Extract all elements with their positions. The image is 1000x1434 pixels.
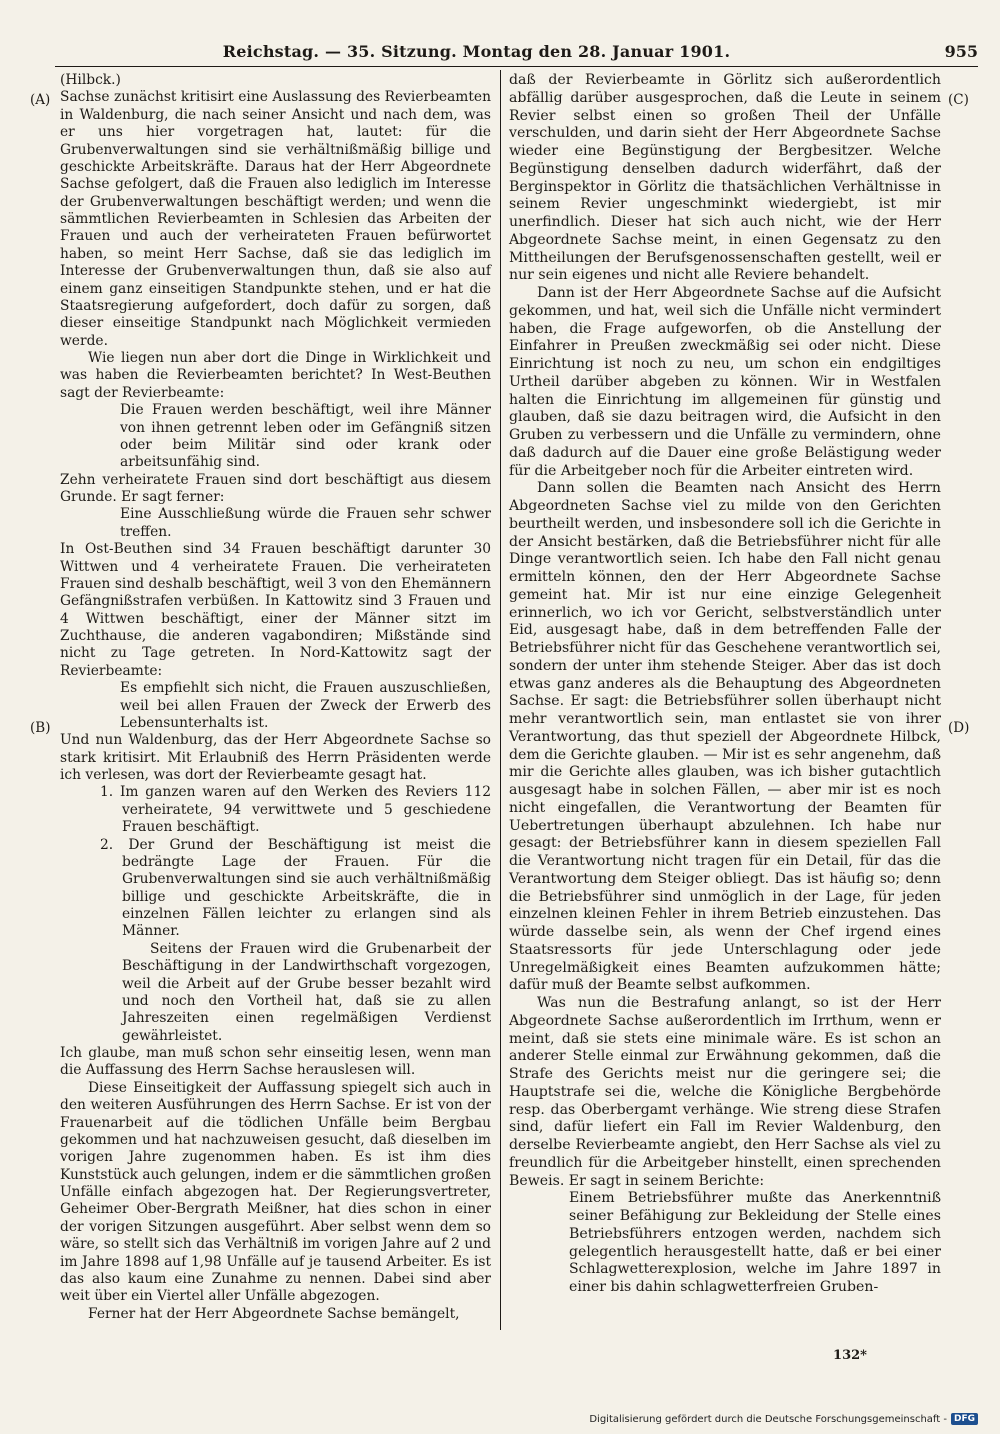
footer-text: Digitalisierung gefördert durch die Deutsche Forschungsgemeinschaft - xyxy=(589,1413,947,1425)
paragraph: Zehn verheiratete Frauen sind dort beschäftigt aus diesem Grunde. Er sagt ferner: xyxy=(60,471,491,505)
list-item-continuation: Seitens der Frauen wird die Grubenarbeit der Beschäftigung in der Landwirthschaft vorgezogen, weil die Arbeit auf der Grube besser bezahlt wird und noch den Vortheil hat, daß sie zu allen Jahreszeiten einen regelmäßigen Verdienst gewährleistet. xyxy=(122,940,491,1044)
quotation: Eine Ausschließung würde die Frauen sehr schwer treffen. xyxy=(120,506,491,540)
left-column xyxy=(60,72,491,1323)
paragraph: Dann ist der Herr Abgeordnete Sachse auf die Aufsicht gekommen, und hat, weil sich die Unfälle nicht vermindert haben, die Frage aufgeworfen, ob die Anstellung der Einfahrer in Preußen zweckmäßig sei oder nicht. Diese Einrichtung ist noch zu neu, um schon ein endgiltiges Urtheil darüber abgeben zu können. Wir in Westfalen halten die Einrichtung im allgemeinen für günstig und glauben, daß sie dazu beitragen wird, die Aufsicht in den Gruben zu verbessern und die Unfälle zu vermindern, ohne daß dadurch auf die Dauer eine große Belästigung weder für die Arbeitgeber noch für die Arbeiter eintreten wird. xyxy=(509,285,941,479)
paragraph: Und nun Waldenburg, das der Herr Abgeordnete Sachse so stark kritisirt. Mit Erlaubniß des Herrn Präsidenten werde ich verlesen, was dort der Revierbeamte gesagt hat. xyxy=(60,732,491,783)
right-column xyxy=(509,72,941,1297)
page-header xyxy=(55,42,978,67)
column-divider xyxy=(500,70,501,1330)
margin-marker-d: (D) xyxy=(948,720,970,736)
paragraph: In Ost-Beuthen sind 34 Frauen beschäftigt darunter 30 Wittwen und 4 verheiratete Frauen. Die verheirateten Frauen sind deshalb beschäftigt, weil 3 von den Ehemännern Gefängnißstrafen verbüßen. In Kattowitz sind 3 Frauen und 4 Wittwen beschäftigt, einer der Männer sitzt im Zuchthause, die anderen vagabondiren; Mißstände sind nicht zu Tage getreten. In Nord-Kattowitz sagt der Revierbeamte: xyxy=(60,541,491,679)
paragraph: Diese Einseitigkeit der Auffassung spiegelt sich auch in den weiteren Ausführungen des Herrn Sachse. Er ist von der Frauenarbeit auf die tödlichen Unfälle beim Bergbau gekommen und hat nachzuweisen gesucht, daß dieselben im vorigen Jahre zugenommen haben. Es ist ihm dies Kunststück auch gelungen, indem er die sämmtlichen großen Unfälle einfach abgezogen hat. Der Regierungsvertreter, Geheimer Ober-Bergrath Meißner, hat dies schon in einer der vorigen Sitzungen ausgeführt. Aber selbst wenn dem so wäre, so stellt sich das Verhältniß im vorigen Jahre auf 2 und im Jahre 1898 auf 1,98 Unfälle auf je tausend Arbeiter. Es ist das also kaum eine Zunahme zu nennen. Dabei sind aber weit über ein Viertel aller Unfälle abgezogen. xyxy=(60,1079,491,1305)
paragraph: daß der Revierbeamte in Görlitz sich außerordentlich abfällig darüber ausgesprochen, daß die Leute in seinem Revier selbst einen so großen Theil der Unfälle verschulden, und darin sieht der Herr Abgeordnete Sachse wieder eine Begünstigung der Bergbesitzer. Welche Begünstigung denselben dadurch widerfährt, daß der Berginspektor in Görlitz die thatsächlichen Verhältnisse in seinem Revier ungeschminkt wiedergiebt, ist mir unerfindlich. Dieser hat sich auch nicht, wie der Herr Abgeordnete Sachse meint, in einen Gegensatz zu den Mittheilungen der Berufsgenossenschaften gestellt, weil er nur sein eigenes und nicht alle Reviere behandelt. xyxy=(509,72,941,284)
signature-mark: 132* xyxy=(833,1348,867,1363)
page-number: 955 xyxy=(944,42,978,61)
paragraph: Dann sollen die Beamten nach Ansicht des Herrn Abgeordneten Sachse viel zu milde von den Gerichten beurtheilt werden, und insbesondere soll ich die Gerichte in der Ansicht bestärken, daß die Betriebsführer nicht für alle Dinge verantwortlich seien. Ich habe den Fall nicht genau ermitteln können, den der Herr Abgeordnete Sachse gemeint hat. Mir ist nur eine einzige Gelegenheit erinnerlich, wo ich vor Gericht, selbstverständlich unter Eid, ausgesagt habe, daß in dem betreffenden Falle der Betriebsführer nicht für das Geschehene verantwortlich sei, sondern der unter ihm stehende Steiger. Aber das ist doch etwas ganz anderes als die Behauptung des Abgeordneten Sachse. Er sagt: die Betriebsführer sollen überhaupt nicht mehr verantwortlich sein, man entlastet sie von ihrer Verantwortung, das thut speziell der Abgeordnete Hilbck, dem die Gerichte glauben. — Mir ist es sehr angenehm, daß mir die Gerichte alles glauben, was ich bisher gutachtlich ausgesagt habe in solchen Fällen, — aber mir ist es noch nicht eingefallen, die Verantwortung der Beamten für Uebertretungen überhaupt abzulehnen. Ich habe nur gesagt: der Betriebsführer kann in diesem speziellen Fall die Verantwortung nicht tragen für ein Detail, für das die Verantwortung dem Steiger obliegt. Das ist häufig so; denn die Betriebsführer sind unmöglich in der Lage, für jeden einzelnen kleinen Fehler in ihrem Betrieb einzustehen. Das würde dasselbe sein, als wenn der Chef irgend eines Staatsressorts für jede Unterschlagung oder jede Unregelmäßigkeit eines Beamten aufzukommen hätte; dafür muß der Beamte selbst aufkommen. xyxy=(509,480,941,994)
paragraph: Ferner hat der Herr Abgeordnete Sachse bemängelt, xyxy=(88,1305,460,1322)
paragraph: Was nun die Bestrafung anlangt, so ist der Herr Abgeordnete Sachse außerordentlich im Irrthum, wenn er meint, daß sie stets eine minimale wäre. Es ist schon an anderer Stelle einmal zur Erwähnung gekommen, daß die Strafe des Gerichts meist nur die geringere sei; die Hauptstrafe sei die, welche die Königliche Bergbehörde resp. das Oberbergamt verhänge. Wie streng diese Strafen sind, dafür liefert ein Fall im Revier Waldenburg, den derselbe Revierbeamte angiebt, den Herr Sachse als viel zu freundlich für die Arbeitgeber hinstellt, einen sprechenden Beweis. Er sagt in seinem Berichte: xyxy=(509,995,941,1189)
paragraph: Wie liegen nun aber dort die Dinge in Wirklichkeit und was haben die Revierbeamten berichtet? In West-Beuthen sagt der Revierbeamte: xyxy=(60,350,491,401)
quotation: Einem Betriebsführer mußte das Anerkenntniß seiner Befähigung zur Bekleidung der Stelle eines Betriebsführers entzogen werden, nachdem sich gelegentlich herausgestellt hatte, daß er bei einer Schlagwetterexplosion, welche im Jahre 1897 in einer bis dahin schlagwetterfreien Gruben- xyxy=(569,1190,941,1295)
margin-marker-b: (B) xyxy=(30,720,51,736)
list-item: 1. Im ganzen waren auf den Werken des Reviers 112 verheiratete, 94 verwittwete und 5 geschiedene Frauen beschäftigt. xyxy=(100,784,491,836)
margin-marker-a: (A) xyxy=(30,92,51,108)
paragraph: Ich glaube, man muß schon sehr einseitig lesen, wenn man die Auffassung des Herrn Sachse herauslesen will. xyxy=(60,1045,491,1079)
list-item: 2. Der Grund der Beschäftigung ist meist die bedrängte Lage der Frauen. Für die Grubenverwaltungen sind sie auch verhältnißmäßig billige und geschickte Arbeitskräfte, die in einzelnen Fällen leichter zu erlangen sind als Männer. xyxy=(100,836,491,940)
speaker-name: (Hilbck.) xyxy=(60,72,121,88)
page-title: Reichstag. — 35. Sitzung. Montag den 28. Januar 1901. xyxy=(222,42,731,61)
quotation: Es empfiehlt sich nicht, die Frauen auszuschließen, weil bei allen Frauen der Zweck der Erwerb des Lebensunterhalts ist. xyxy=(120,680,491,731)
footer xyxy=(589,1413,978,1425)
dfg-logo: DFG xyxy=(951,1413,978,1425)
quotation: Die Frauen werden beschäftigt, weil ihre Männer von ihnen getrennt leben oder im Gefängniß sitzen oder beim Militär sind oder krank oder arbeitsunfähig sind. xyxy=(120,402,491,471)
paragraph: Sachse zunächst kritisirt eine Auslassung des Revierbeamten in Waldenburg, die nach seiner Ansicht und nach dem, was er uns hier vorgetragen hat, lautet: für die Grubenverwaltungen sind sie verhältnißmäßig billige und geschickte Arbeitskräfte. Daraus hat der Herr Abgeordnete Sachse gefolgert, daß die Frauen also lediglich im Interesse der Grubenverwaltungen beschäftigt werden; und wenn die sämmtlichen Revierbeamten in Schlesien das Arbeiten der Frauen und auch der verheirateten Frauen befürwortet haben, so meint Herr Sachse, daß sie das lediglich im Interesse der Grubenverwaltungen thun, daß sie also auf einem ganz einseitigen Standpunkte stehen, und er hat die Staatsregierung aufgefordert, doch dafür zu sorgen, daß dieser einseitige Standpunkt nach Möglichkeit vermieden werde. xyxy=(60,89,491,349)
margin-marker-c: (C) xyxy=(948,92,969,108)
